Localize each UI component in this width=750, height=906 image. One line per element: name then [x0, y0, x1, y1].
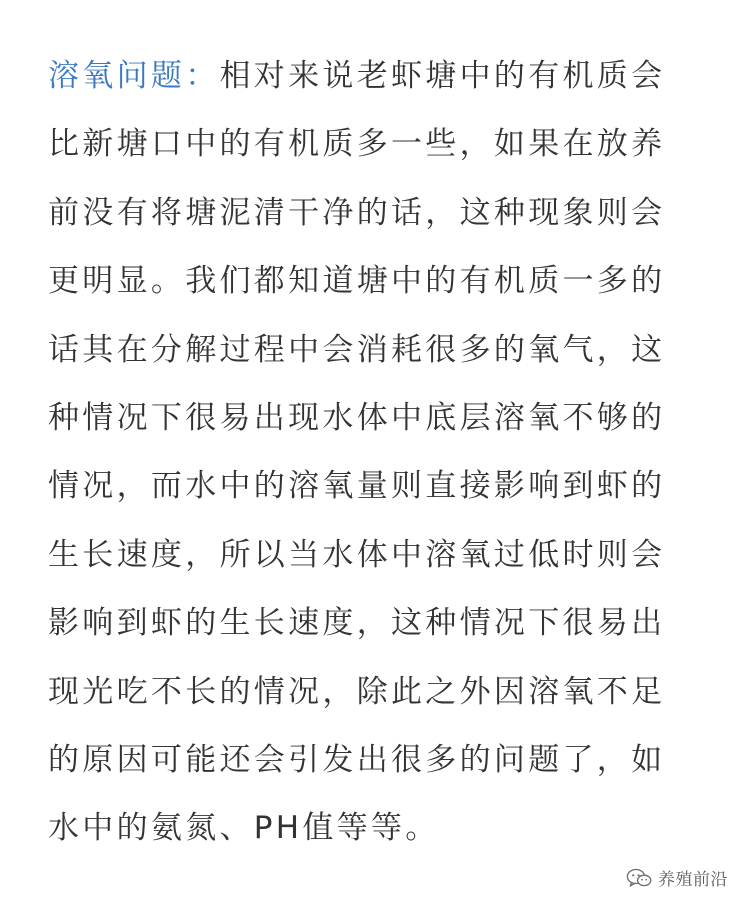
text-line-6: 种情况下很易出现水体中底层溶氧不够的 — [48, 399, 666, 436]
text-line-4: 更明显。我们都知道塘中的有机质一多的 — [48, 263, 666, 300]
text-line-9: 影响到虾的生长速度，这种情况下很易出 — [48, 605, 666, 642]
text-line-12: 水中的氨氮、PH值等等。 — [48, 810, 440, 847]
text-line-3: 前没有将塘泥清干净的话，这种现象则会 — [48, 194, 666, 231]
text-line-10: 现光吃不长的情况，除此之外因溶氧不足 — [48, 673, 666, 710]
text-line-5: 话其在分解过程中会消耗很多的氧气，这 — [48, 331, 666, 368]
text-line-2: 比新塘口中的有机质多一些，如果在放养 — [48, 126, 666, 163]
lead-text: 相对来说老虾塘中的有机质会 — [219, 58, 666, 94]
text-line-8: 生长速度，所以当水体中溶氧过低时则会 — [48, 536, 666, 573]
watermark — [626, 865, 728, 890]
text-line-1 — [48, 42, 708, 110]
text-line-7: 情况，而水中的溶氧量则直接影响到虾的 — [48, 468, 666, 505]
watermark-text: 养殖前沿 — [658, 870, 728, 890]
article-body — [48, 42, 708, 863]
text-line-11: 的原因可能还会引发出很多的问题了，如 — [48, 741, 666, 778]
wechat-icon — [626, 868, 652, 888]
lead-label: 溶氧问题： — [48, 58, 220, 94]
